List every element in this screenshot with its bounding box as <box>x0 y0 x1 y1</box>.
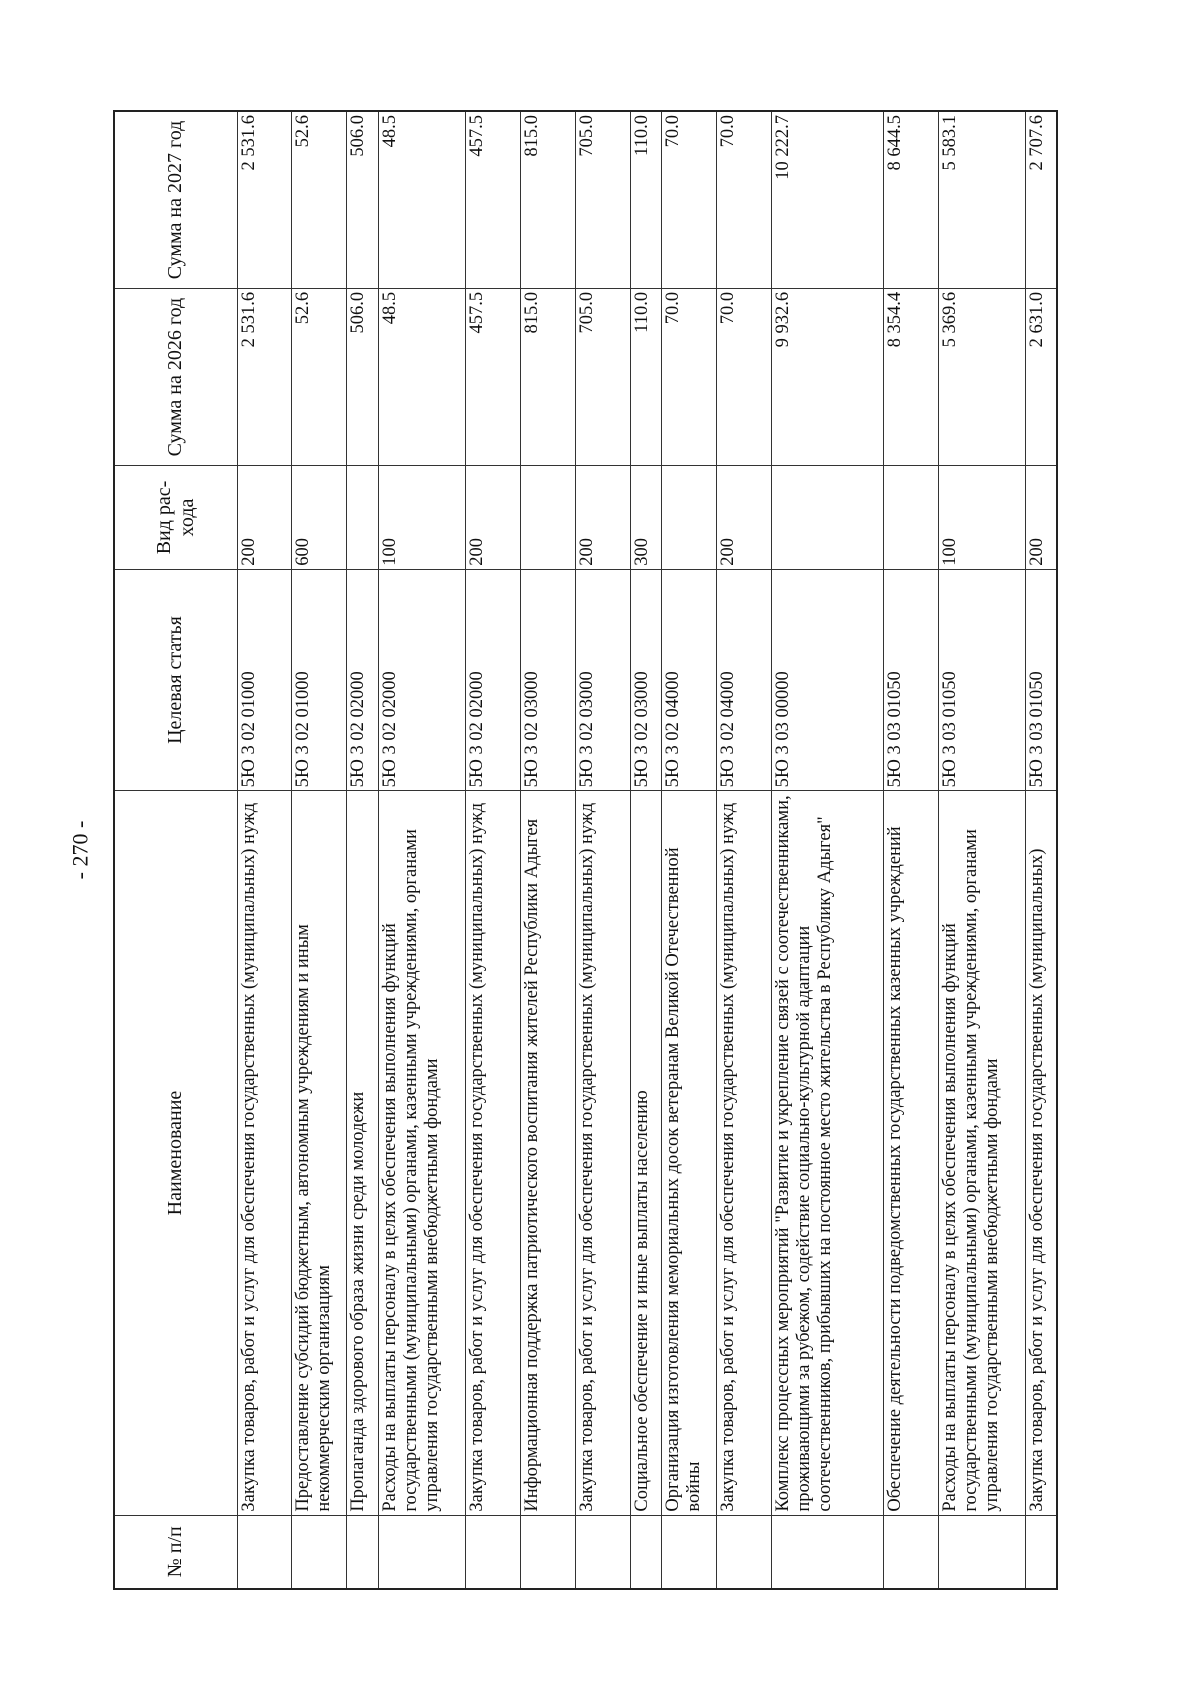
row-number <box>662 1515 717 1589</box>
row-sum-2026: 2 531.6 <box>237 288 292 465</box>
row-sum-2027: 8 644.5 <box>884 111 939 288</box>
row-article: 5Ю 3 02 01000 <box>237 569 292 791</box>
row-sum-2027: 815.0 <box>520 111 575 288</box>
row-kind: 200 <box>575 466 630 569</box>
row-article: 5Ю 3 02 03000 <box>520 569 575 791</box>
row-number <box>379 1515 466 1589</box>
row-name: Закупка товаров, работ и услуг для обеспечения государственных (муниципальных) нужд <box>575 791 630 1515</box>
row-sum-2027: 5 583.1 <box>939 111 1026 288</box>
row-name: Закупка товаров, работ и услуг для обеспечения государственных (муниципальных) нужд <box>465 791 520 1515</box>
row-number <box>237 1515 292 1589</box>
row-kind: 200 <box>465 466 520 569</box>
table-row <box>465 111 520 1589</box>
row-sum-2026: 457.5 <box>465 288 520 465</box>
row-article: 5Ю 3 02 02000 <box>347 569 379 791</box>
row-sum-2026: 815.0 <box>520 288 575 465</box>
table-row <box>379 111 466 1589</box>
row-sum-2026: 70.0 <box>662 288 717 465</box>
row-kind: 200 <box>237 466 292 569</box>
row-kind: 100 <box>939 466 1026 569</box>
table-row <box>630 111 662 1589</box>
header-kind: Вид рас-хода <box>114 466 237 569</box>
row-article: 5Ю 3 03 00000 <box>772 569 884 791</box>
row-number <box>347 1515 379 1589</box>
row-number <box>884 1515 939 1589</box>
row-name: Предоставление субсидий бюджетным, автономным учреждениям и иным некоммерческим организациям <box>292 791 347 1515</box>
page-number <box>62 820 98 880</box>
row-sum-2027: 457.5 <box>465 111 520 288</box>
row-name: Организация изготовления мемориальных досок ветеранам Великой Отечественной войны <box>662 791 717 1515</box>
row-name: Пропаганда здорового образа жизни среди молодежи <box>347 791 379 1515</box>
table-row <box>772 111 884 1589</box>
header-sum-2026: Сумма на 2026 год <box>114 288 237 465</box>
row-number <box>630 1515 662 1589</box>
row-kind: 200 <box>717 466 772 569</box>
table-row <box>1025 111 1057 1589</box>
row-name: Комплекс процессных мероприятий "Развитие и укрепление связей с соотечественниками, проживающими за рубежом, содействие социально-культурной адаптации соотечественников, прибывших на постоянное место жительства в Республику Адыгея" <box>772 791 884 1515</box>
row-name: Закупка товаров, работ и услуг для обеспечения государственных (муниципальных) нужд <box>237 791 292 1515</box>
row-name: Обеспечение деятельности подведомственных государственных казенных учреждений <box>884 791 939 1515</box>
row-sum-2026: 48.5 <box>379 288 466 465</box>
table-row <box>575 111 630 1589</box>
row-sum-2026: 5 369.6 <box>939 288 1026 465</box>
row-sum-2026: 2 631.0 <box>1025 288 1057 465</box>
row-number <box>520 1515 575 1589</box>
row-kind <box>520 466 575 569</box>
row-article: 5Ю 3 02 04000 <box>717 569 772 791</box>
budget-table-container <box>113 110 1058 1590</box>
row-kind <box>662 466 717 569</box>
table-row <box>939 111 1026 1589</box>
row-article: 5Ю 3 03 01050 <box>939 569 1026 791</box>
row-number <box>939 1515 1026 1589</box>
row-sum-2027: 10 222.7 <box>772 111 884 288</box>
row-name: Закупка товаров, работ и услуг для обеспечения государственных (муниципальных) <box>1025 791 1057 1515</box>
row-name: Социальное обеспечение и иные выплаты населению <box>630 791 662 1515</box>
row-article: 5Ю 3 02 02000 <box>465 569 520 791</box>
budget-table <box>113 110 1058 1590</box>
row-kind: 300 <box>630 466 662 569</box>
header-article: Целевая статья <box>114 569 237 791</box>
row-article: 5Ю 3 02 02000 <box>379 569 466 791</box>
row-name: Закупка товаров, работ и услуг для обеспечения государственных (муниципальных) нужд <box>717 791 772 1515</box>
row-number <box>1025 1515 1057 1589</box>
row-sum-2026: 9 932.6 <box>772 288 884 465</box>
row-sum-2026: 70.0 <box>717 288 772 465</box>
header-sum-2027: Сумма на 2027 год <box>114 111 237 288</box>
table-row <box>347 111 379 1589</box>
row-number <box>772 1515 884 1589</box>
row-sum-2027: 48.5 <box>379 111 466 288</box>
row-article: 5Ю 3 03 01050 <box>1025 569 1057 791</box>
row-number <box>717 1515 772 1589</box>
table-row <box>717 111 772 1589</box>
row-sum-2026: 52.6 <box>292 288 347 465</box>
header-no: № п/п <box>114 1515 237 1589</box>
row-article: 5Ю 3 02 01000 <box>292 569 347 791</box>
header-name: Наименование <box>114 791 237 1515</box>
row-name: Информационная поддержка патриотического воспитания жителей Республики Адыгея <box>520 791 575 1515</box>
row-number <box>292 1515 347 1589</box>
row-sum-2027: 52.6 <box>292 111 347 288</box>
row-name: Расходы на выплаты персоналу в целях обеспечения выполнения функций государственными (муниципальными) органами, казенными учреждениями, органами управления государственными внебюджетными фондами <box>379 791 466 1515</box>
table-row <box>292 111 347 1589</box>
table-row <box>662 111 717 1589</box>
table-row <box>520 111 575 1589</box>
row-number <box>465 1515 520 1589</box>
row-name: Расходы на выплаты персоналу в целях обеспечения выполнения функций государственными (муниципальными) органами, казенными учреждениями, органами управления государственными внебюджетными фондами <box>939 791 1026 1515</box>
table-header <box>114 111 237 1589</box>
row-sum-2027: 70.0 <box>662 111 717 288</box>
row-kind <box>884 466 939 569</box>
table-row <box>884 111 939 1589</box>
row-kind: 200 <box>1025 466 1057 569</box>
row-kind: 100 <box>379 466 466 569</box>
row-sum-2027: 110.0 <box>630 111 662 288</box>
row-sum-2027: 2 707.6 <box>1025 111 1057 288</box>
row-kind <box>772 466 884 569</box>
row-sum-2026: 705.0 <box>575 288 630 465</box>
row-sum-2027: 2 531.6 <box>237 111 292 288</box>
row-sum-2027: 705.0 <box>575 111 630 288</box>
row-article: 5Ю 3 02 04000 <box>662 569 717 791</box>
row-article: 5Ю 3 02 03000 <box>575 569 630 791</box>
row-sum-2026: 110.0 <box>630 288 662 465</box>
row-sum-2027: 506.0 <box>347 111 379 288</box>
table-row <box>237 111 292 1589</box>
row-sum-2027: 70.0 <box>717 111 772 288</box>
row-article: 5Ю 3 02 03000 <box>630 569 662 791</box>
row-kind <box>347 466 379 569</box>
row-kind: 600 <box>292 466 347 569</box>
page-number-text: - 270 - <box>67 820 92 880</box>
row-sum-2026: 506.0 <box>347 288 379 465</box>
row-sum-2026: 8 354.4 <box>884 288 939 465</box>
row-number <box>575 1515 630 1589</box>
row-article: 5Ю 3 03 01050 <box>884 569 939 791</box>
table-body <box>237 111 1057 1589</box>
